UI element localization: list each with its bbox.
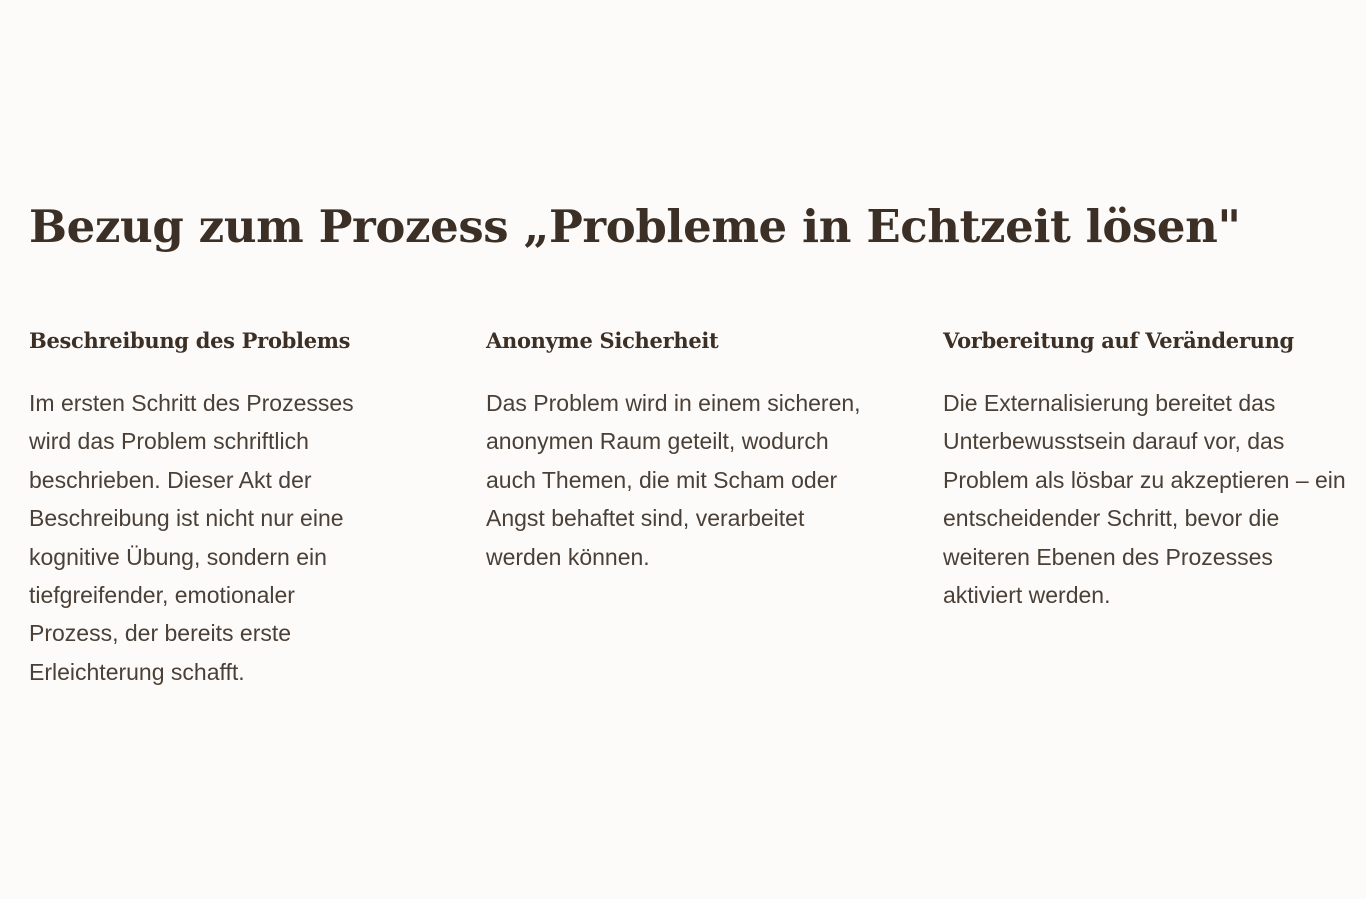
feature-heading: Vorbereitung auf Veränderung bbox=[943, 328, 1294, 353]
feature-text: Im ersten Schritt des Prozesses wird das Problem schriftlich beschrieben. Dieser Akt der Beschreibung ist nicht nur eine kognitive Übung, sondern ein tiefgreifender, emotionaler Prozess, der bereits erste Erleichterung schafft. bbox=[29, 390, 354, 685]
feature-column-preparation-for-change bbox=[943, 324, 1346, 614]
feature-heading: Beschreibung des Problems bbox=[29, 328, 351, 353]
feature-column-problem-description bbox=[29, 324, 424, 691]
feature-text: Die Externalisierung bereitet das Unterbewusstsein darauf vor, das Problem als lösbar zu akzeptieren – ein entscheidender Schritt, bevor die weiteren Ebenen des Prozesses aktiviert werden. bbox=[943, 390, 1346, 609]
feature-text: Das Problem wird in einem sicheren, anonymen Raum geteilt, wodurch auch Themen, die mit Scham oder Angst behaftet sind, verarbeitet werden können. bbox=[486, 390, 861, 570]
feature-column-anonymous-safety bbox=[486, 324, 881, 576]
page-title: Bezug zum Prozess „Probleme in Echtzeit lösen" bbox=[29, 200, 1241, 253]
process-reference-section bbox=[29, 196, 1349, 685]
feature-heading: Anonyme Sicherheit bbox=[486, 328, 719, 353]
